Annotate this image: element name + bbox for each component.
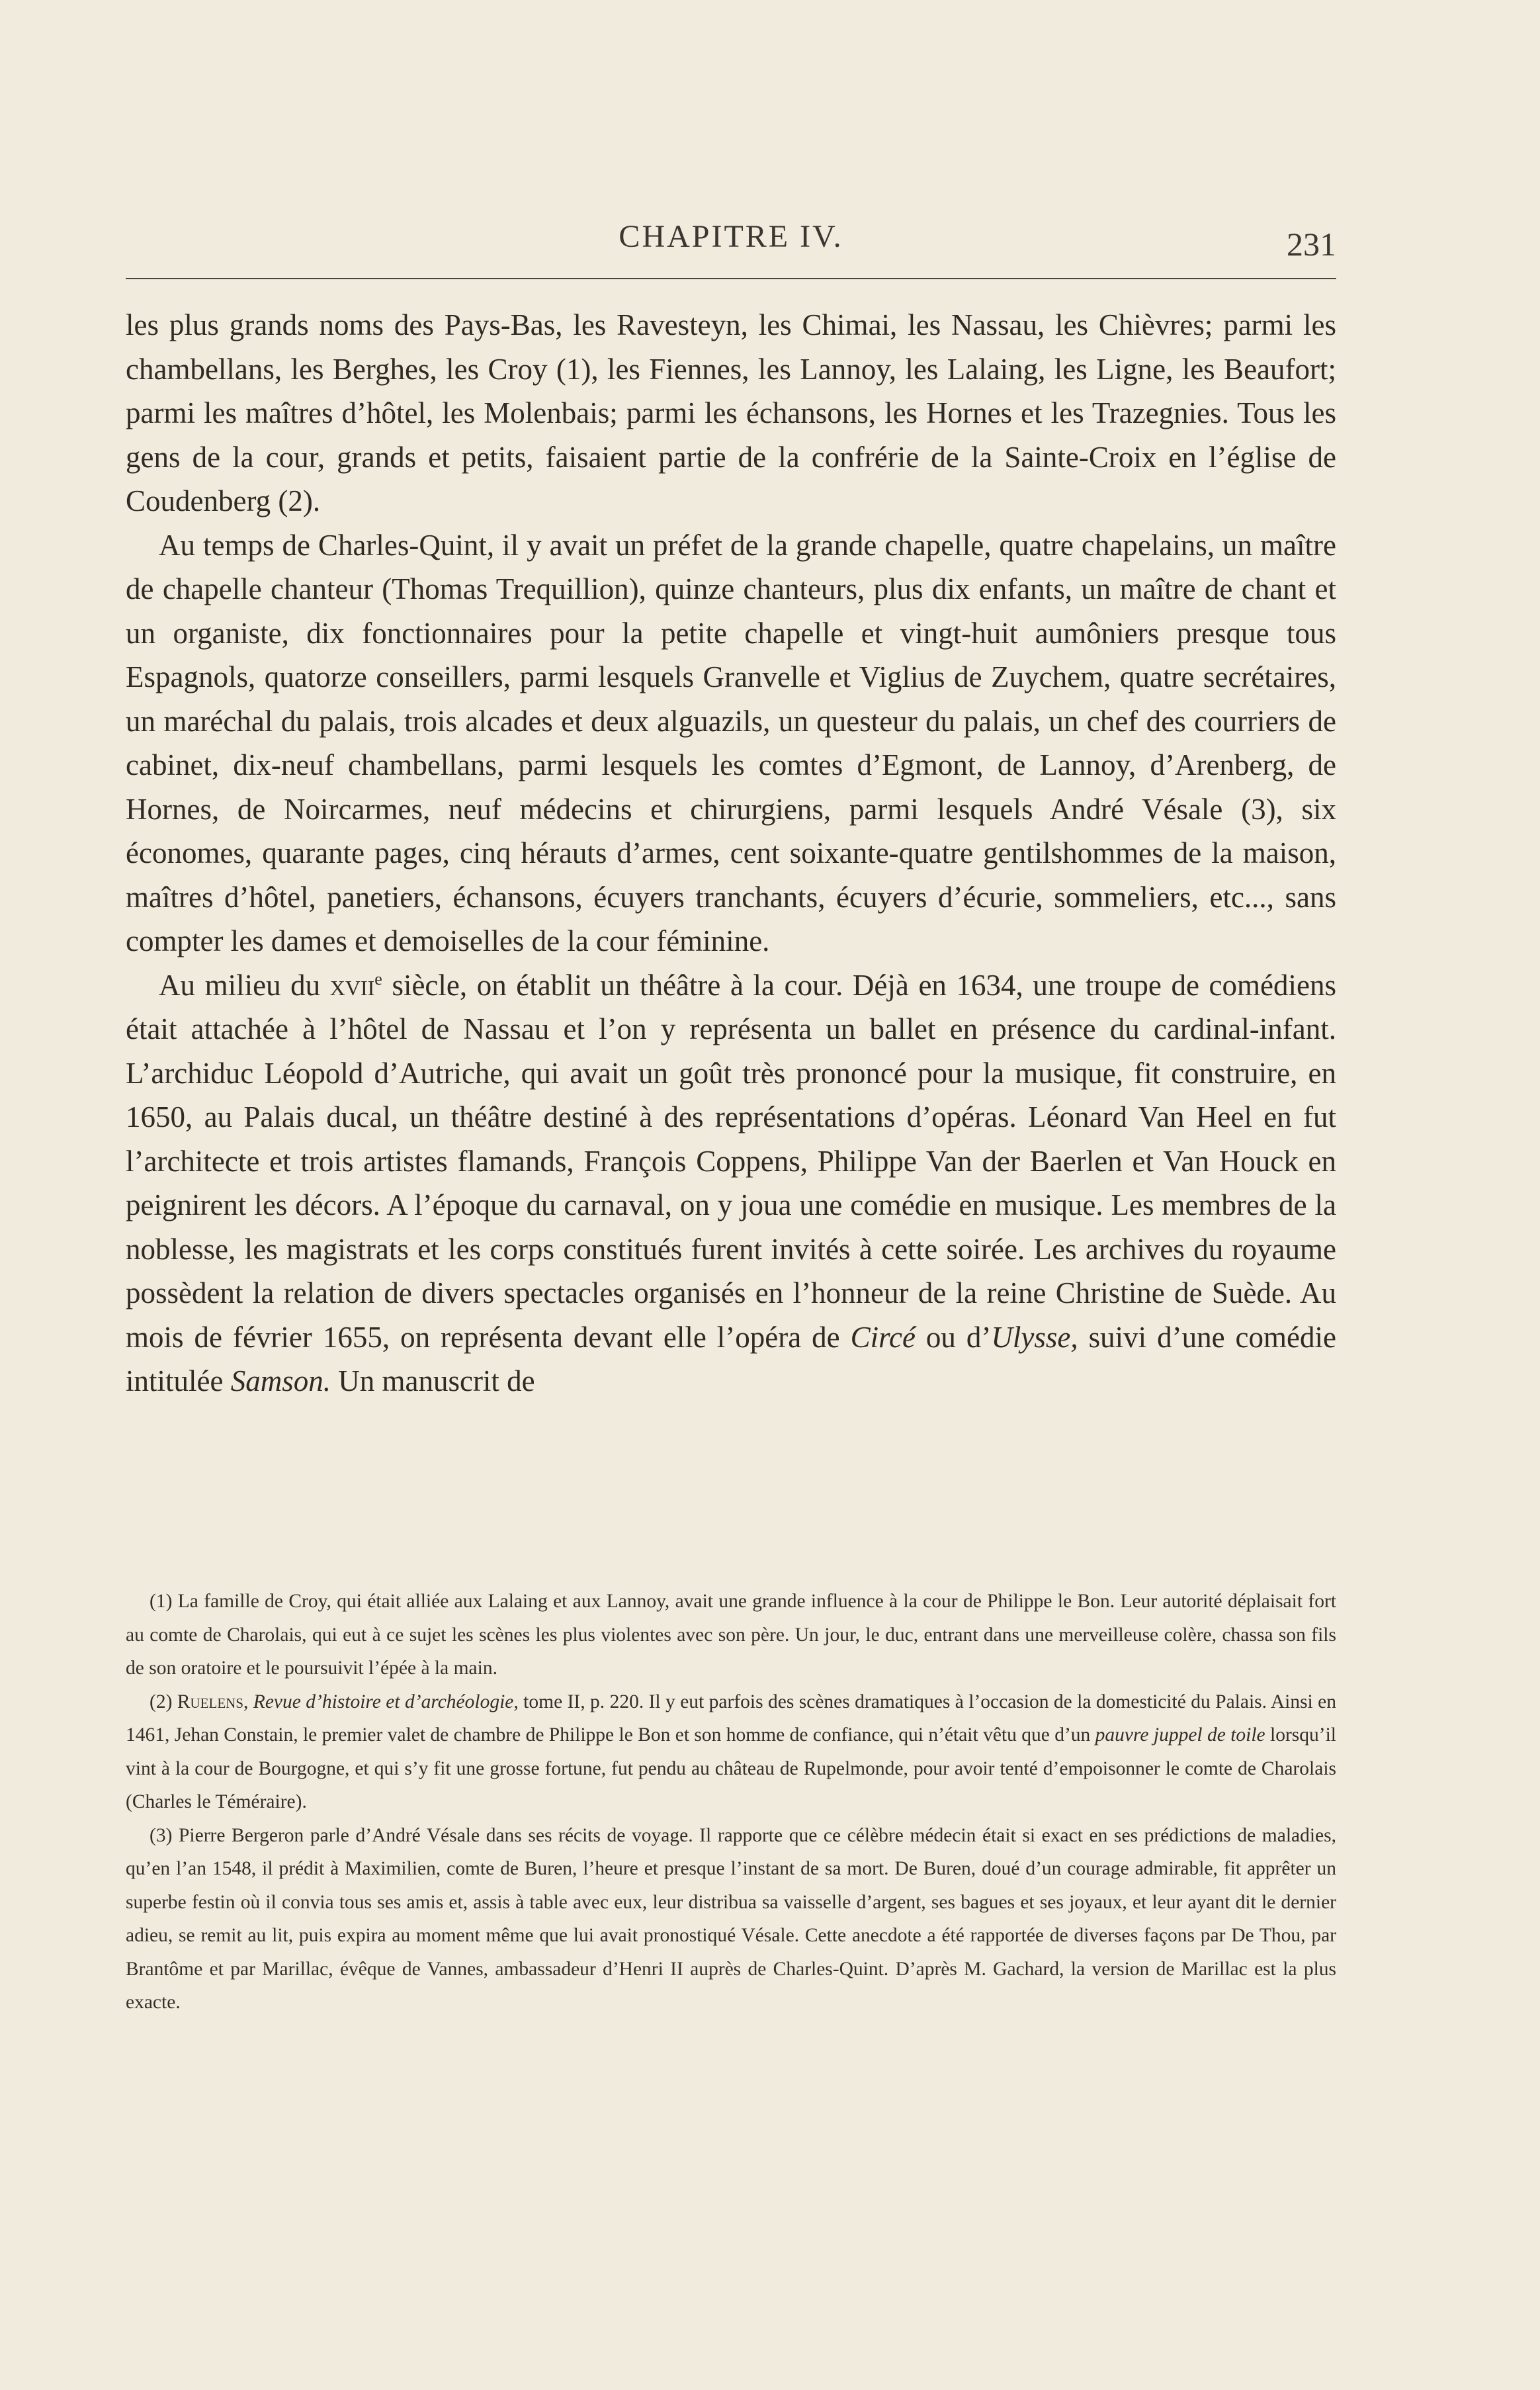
footnote-2-author: Ruelens, xyxy=(177,1691,249,1712)
footnote-2-marker: (2) xyxy=(150,1691,177,1712)
paragraph-3 xyxy=(126,963,1336,1403)
century-superscript: e xyxy=(374,969,382,989)
paragraph-1: les plus grands noms des Pays-Bas, les Ravesteyn, les Chimai, les Nassau, les Chièvres; parmi les chambellans, les Berghes, les Croy (1), les Fiennes, les Lannoy, les Lalaing, les Ligne, les Beaufort; parmi les maîtres d’hôtel, les Molenbais; parmi les échansons, les Hornes et les Trazegnies. Tous les gens de la cour, grands et petits, faisaient partie de la confrérie de la Sainte-Croix en l’église de Coudenberg (2). xyxy=(126,308,1336,517)
footnote-2-quote: pauvre juppel de toile xyxy=(1095,1724,1265,1746)
paragraph-3-part-c: ou d’ xyxy=(915,1320,992,1354)
footnote-2-space xyxy=(248,1691,253,1712)
paragraph-3-part-e: Un manuscrit de xyxy=(330,1364,535,1397)
title-circe: Circé xyxy=(850,1320,916,1354)
running-title: CHAPITRE IV. xyxy=(619,219,843,254)
paragraph-3-part-a: Au milieu du xyxy=(159,968,330,1002)
century-numeral: xvii xyxy=(329,968,375,1002)
footnote-2-part-b: tome II, p. 220. Il y eut parfois des scènes dramatiques à l’occasion de la domesticité du Palais. Ainsi en 1461, Jehan Constain, le premier valet de chambre de Philippe le Bon et son homme de confiance, qui n’était vêtu que d’un xyxy=(126,1691,1337,1746)
footnote-2-journal: Revue d’histoire et d’archéologie, xyxy=(253,1691,519,1712)
footnote-2-part-c: lorsqu’il vint à la cour de Bourgogne, et qui s’y fit une grosse fortune, fut pendu au château de Rupelmonde, pour avoir tenté d’empoisonner le comte de Charolais (Charles le Téméraire). xyxy=(126,1724,1337,1812)
page-number: 231 xyxy=(1287,226,1336,263)
footnote-2 xyxy=(126,1685,1336,1819)
footnote-1: (1) La famille de Croy, qui était alliée aux Lalaing et aux Lannoy, avait une grande influence à la cour de Philippe le Bon. Leur autorité déplaisait fort au comte de Charolais, qui eut à ce sujet les scènes les plus violentes avec son père. Un jour, le duc, entrant dans une merveilleuse colère, chassa son fils de son oratoire et le poursuivit l’épée à la main. xyxy=(126,1591,1336,1679)
title-ulysse: Ulysse, xyxy=(991,1320,1078,1354)
main-text xyxy=(126,303,1336,1403)
paragraph-3-part-b: siècle, on établit un théâtre à la cour. Déjà en 1634, une troupe de comédiens était attachée à l’hôtel de Nassau et l’on y représenta un ballet en présence du cardinal-infant. L’archiduc Léopold d’Autriche, qui avait un goût très prononcé pour la musique, fit construire, en 1650, au Palais ducal, un théâtre destiné à des représentations d’opéras. Léonard Van Heel en fut l’architecte et trois artistes flamands, François Coppens, Philippe Van der Baerlen et Van Houck en peignirent les décors. A l’époque du carnaval, on y joua une comédie en musique. Les membres de la noblesse, les magistrats et les corps constitués furent invités à cette soirée. Les archives du royaume possèdent la relation de divers spectacles organisés en l’honneur de la reine Christine de Suède. Au mois de février 1655, on représenta devant elle l’opéra de xyxy=(126,968,1336,1354)
footnote-3: (3) Pierre Bergeron parle d’André Vésale dans ses récits de voyage. Il rapporte que ce célèbre médecin était si exact en ses prédictions de maladies, qu’en l’an 1548, il prédit à Maximilien, comte de Buren, l’heure et presque l’instant de sa mort. De Buren, doué d’un courage admirable, fit apprêter un superbe festin où il convia tous ses amis et, assis à table avec eux, leur distribua sa vaisselle d’argent, ses bagues et ses joyaux, et leur ayant dit le dernier adieu, se remit au lit, puis expira au moment même que lui avait pronostiqué Vésale. Cette anecdote a été rapportée de diverses façons par De Thou, par Brantôme et par Marillac, évêque de Vannes, ambassadeur d’Henri II auprès de Charles-Quint. D’après M. Gachard, la version de Marillac est la plus exacte. xyxy=(126,1824,1336,2013)
header-rule xyxy=(126,278,1336,279)
paragraph-3-part-d: suivi d’une comédie intitulée xyxy=(126,1320,1336,1397)
page-header xyxy=(126,218,1336,278)
footnotes xyxy=(126,1585,1336,2019)
title-samson: Samson. xyxy=(230,1364,331,1397)
paragraph-2: Au temps de Charles-Quint, il y avait un préfet de la grande chapelle, quatre chapelains, un maître de chapelle chanteur (Thomas Trequillion), quinze chanteurs, plus dix enfants, un maître de chant et un organiste, dix fonctionnaires pour la petite chapelle et vingt-huit aumôniers presque tous Espagnols, quatorze conseillers, parmi lesquels Granvelle et Viglius de Zuychem, quatre secrétaires, un maréchal du palais, trois alcades et deux alguazils, un questeur du palais, un chef des courriers de cabinet, dix-neuf chambellans, parmi lesquels les comtes d’Egmont, de Lannoy, d’Arenberg, de Hornes, de Noircarmes, neuf médecins et chirurgiens, parmi lesquels André Vésale (3), six économes, quarante pages, cinq hérauts d’armes, cent soixante-quatre gentilshommes de la maison, maîtres d’hôtel, panetiers, échansons, écuyers tranchants, écuyers d’écurie, sommeliers, etc..., sans compter les dames et demoiselles de la cour féminine. xyxy=(126,528,1336,957)
